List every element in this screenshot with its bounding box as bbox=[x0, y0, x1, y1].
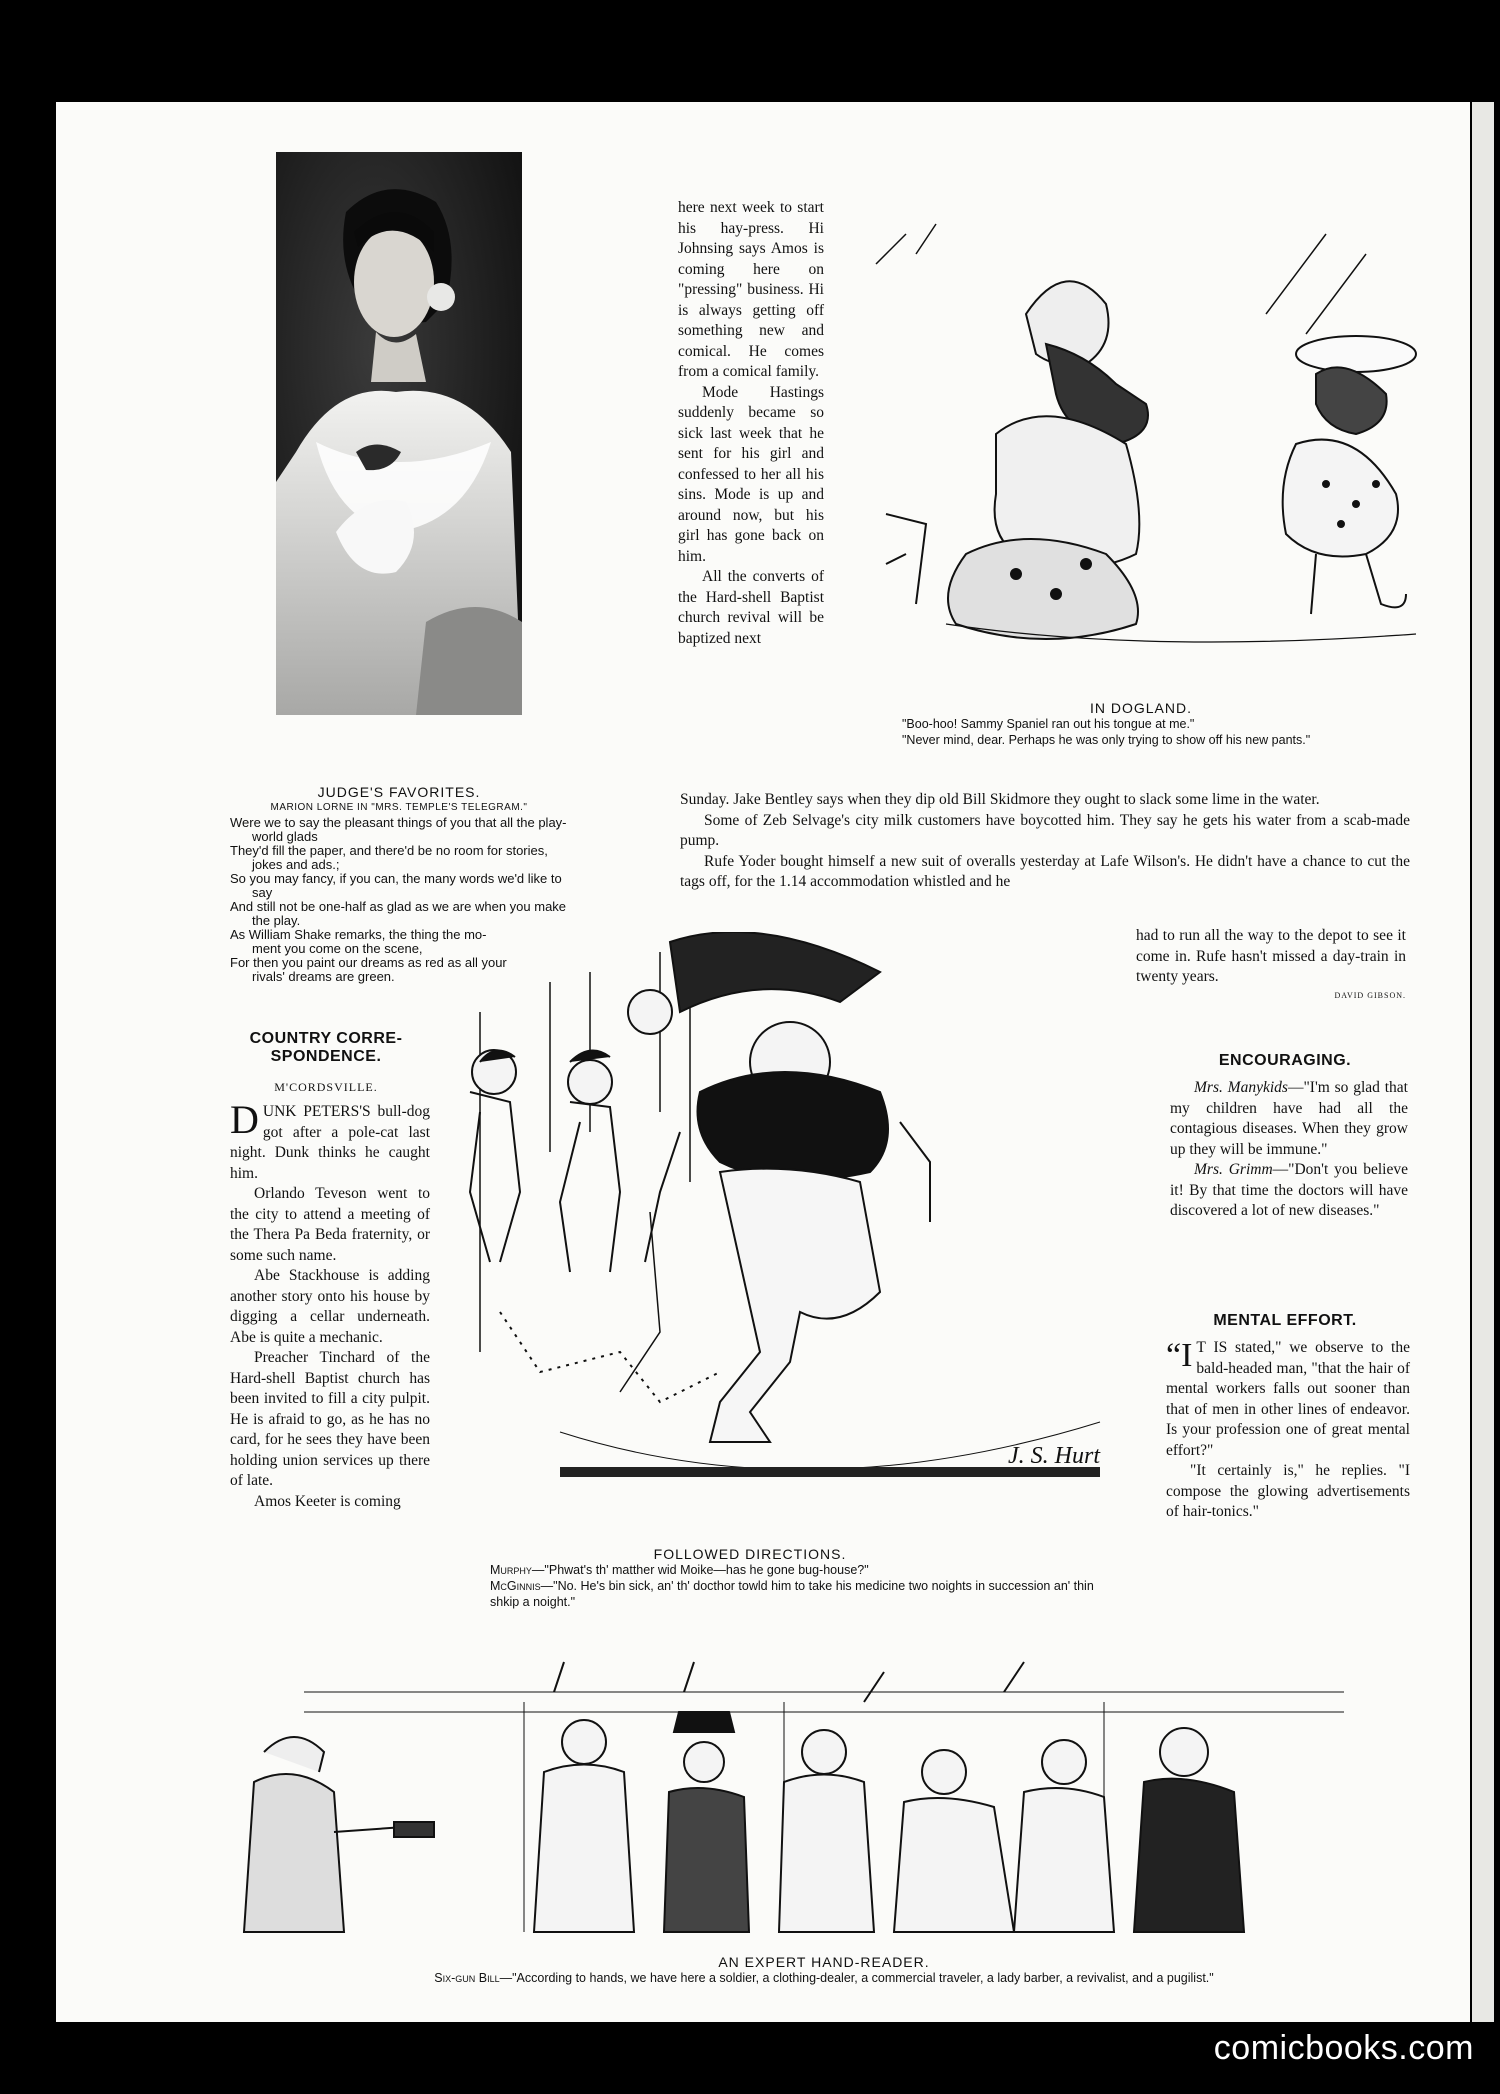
poem-line: world glads bbox=[252, 829, 318, 844]
murphy-line: "Phwat's th' matther wid Moike—has he gone bug-house?" bbox=[544, 1563, 869, 1577]
dogland-caption bbox=[882, 716, 1442, 748]
wide-para: Sunday. Jake Bentley says when they dip old Bill Skidmore they ought to slack some lime in the water. bbox=[680, 791, 1320, 808]
poem-line: For then you paint our dreams as red as all your bbox=[230, 955, 507, 970]
author: DAVID GIBSON. bbox=[1334, 990, 1406, 1000]
magazine-page bbox=[56, 102, 1470, 2022]
mental-heading: MENTAL EFFORT. bbox=[1213, 1312, 1357, 1329]
country-column-2 bbox=[678, 198, 824, 649]
poem-line: And still not be one-half as glad as we are when you make bbox=[230, 899, 567, 914]
hand-reader-caption: Six-gun Bill—"According to hands, we have here a soldier, a clothing-dealer, a commercial traveler, a lady barber, a revivalist, and a pugilist." bbox=[434, 1971, 1214, 1985]
country-para: Abe Stackhouse is adding another story onto his house by digging a cellar underneath. Abe is quite a mechanic. bbox=[230, 1267, 430, 1346]
country-col2-para: All the converts of the Hard-shell Baptist church revival will be baptized next bbox=[678, 568, 824, 647]
hand-reader-title: AN EXPERT HAND-READER. bbox=[718, 1954, 930, 1970]
artist-signature: J. S. Hurt bbox=[1008, 1443, 1100, 1469]
poem-line: As William Shake remarks, the thing the mo- bbox=[230, 927, 487, 942]
encouraging-text: Mrs. Manykids—"I'm so glad that my children have had all the contagious diseases. When they grow up they will be immune." Mrs. Grimm—"Don't you believe it! By that time the doctors will have discovered a lot of new diseases." bbox=[1170, 1079, 1408, 1219]
encouraging-heading: ENCOURAGING. bbox=[1218, 1052, 1352, 1069]
speaker-mrs-grimm: Mrs. Grimm bbox=[1194, 1161, 1273, 1178]
poem-line: ment you come on the scene, bbox=[252, 941, 423, 956]
followed-caption bbox=[470, 1562, 1110, 1610]
speaker-six-gun-bill: Six-gun Bill bbox=[434, 1971, 500, 1985]
country-col2-para: Mode Hastings suddenly became so sick last week that he sent for his girl and confessed to her all his sins. Mode is up and around now, but his girl has gone back on him. bbox=[678, 383, 824, 565]
photo-title: JUDGE'S FAVORITES. bbox=[317, 784, 481, 800]
mcginnis-line: "No. He's bin sick, an' th' docthor towld him to take his medicine two noights in succession an' thin shkip a noight." bbox=[490, 1579, 1094, 1609]
wide-para: Rufe Yoder bought himself a new suit of overalls yesterday at Lafe Wilson's. He didn't have a chance to cut the tags off, for the 1.14 accommodation whistled and he bbox=[680, 852, 1410, 890]
country-lead: UNK PETERS'S bull-dog got after a pole-cat last night. Dunk thinks he caught him. bbox=[230, 1103, 430, 1182]
country-heading-line2: SPONDENCE. bbox=[270, 1048, 382, 1065]
mental-drop-cap: “I bbox=[1166, 1337, 1193, 1374]
adjacent-page-edge bbox=[1472, 102, 1494, 2022]
country-heading bbox=[226, 1030, 426, 1066]
followed-title: FOLLOWED DIRECTIONS. bbox=[653, 1546, 847, 1562]
poem-line: Were we to say the pleasant things of you that all the play- bbox=[230, 815, 567, 830]
dogland-illustration bbox=[846, 194, 1436, 694]
poem-line: the play. bbox=[252, 913, 301, 928]
speaker-murphy: Murphy bbox=[490, 1563, 532, 1577]
poem-line: jokes and ads.; bbox=[252, 857, 340, 872]
hand-reader-illustration bbox=[224, 1632, 1424, 1942]
watermark: comicbooks.com bbox=[1213, 2029, 1474, 2067]
dogland-line-2: "Never mind, dear. Perhaps he was only trying to show off his new pants." bbox=[902, 733, 1311, 747]
photo-subtitle: MARION LORNE IN "MRS. TEMPLE'S TELEGRAM." bbox=[270, 802, 528, 813]
drop-cap: D bbox=[230, 1097, 259, 1142]
speaker-mcginnis: McGinnis bbox=[490, 1579, 541, 1593]
country-heading-line1: COUNTRY CORRE- bbox=[249, 1030, 403, 1047]
followed-line-2: McGinnis—"No. He's bin sick, an' th' docthor towld him to take his medicine two noights in succession an' thin shkip a noight." bbox=[490, 1579, 1094, 1609]
dateline: M'CORDSVILLE. bbox=[274, 1080, 378, 1094]
speaker-mrs-manykids: Mrs. Manykids bbox=[1194, 1079, 1288, 1096]
country-end: had to run all the way to the depot to see it come in. Rufe hasn't missed a day-train in twenty years. bbox=[1136, 927, 1406, 985]
country-wide-text bbox=[680, 790, 1410, 893]
dogland-line-1: "Boo-hoo! Sammy Spaniel ran out his tongue at me." bbox=[902, 717, 1195, 731]
followed-directions-illustration bbox=[460, 932, 1140, 1532]
poem-line: So you may fancy, if you can, the many words we'd like to bbox=[230, 871, 562, 886]
poem-line: say bbox=[252, 885, 273, 900]
mental-text bbox=[1166, 1338, 1410, 1523]
followed-line-1: Murphy—"Phwat's th' matther wid Moike—has he gone bug-house?" bbox=[490, 1563, 869, 1577]
encouraging-line-2: "Don't you believe it! By that time the doctors will have discovered a lot of new diseases." bbox=[1170, 1161, 1408, 1219]
country-para: Preacher Tinchard of the Hard-shell Baptist church has been invited to fill a city pulpit. He is afraid to go, as he has no card, for he sees they have been holding union services up there of late. bbox=[230, 1349, 430, 1489]
hand-reader-line: "According to hands, we have here a soldier, a clothing-dealer, a commercial traveler, a lady barber, a revivalist, and a pugilist." bbox=[512, 1971, 1214, 1985]
poem-line: They'd fill the paper, and there'd be no room for stories, bbox=[230, 843, 548, 858]
encouraging-line-1: "I'm so glad that my children have had all the contagious diseases. When they grow up they will be immune." bbox=[1170, 1079, 1408, 1158]
poem-line: rivals' dreams are green. bbox=[252, 969, 395, 984]
country-end-text bbox=[1136, 926, 1406, 1000]
portrait-photo bbox=[276, 152, 522, 715]
dogland-title: IN DOGLAND. bbox=[1089, 700, 1192, 716]
country-column-1 bbox=[230, 1097, 430, 1512]
country-col2-para: here next week to start his hay-press. Hi Johnsing says Amos is coming here on "pressing" business. Hi is always getting off something new and comical. He comes from a comical family. bbox=[678, 199, 824, 380]
wide-para: Some of Zeb Selvage's city milk customers have boycotted him. They say he gets his water from a scab-made pump. bbox=[680, 811, 1410, 849]
country-para: Orlando Teveson went to the city to attend a meeting of the Thera Pa Beda fraternity, or some such name. bbox=[230, 1185, 430, 1264]
mental-lead: T IS stated," we observe to the bald-headed man, "that the hair of mental workers falls out sooner than that of men in other lines of endeavor. Is your profession one of great mental effort?" bbox=[1166, 1339, 1410, 1459]
mental-reply: "It certainly is," he replies. "I compose the glowing advertisements of hair-tonics." bbox=[1166, 1462, 1410, 1520]
country-para: Amos Keeter is coming bbox=[254, 1492, 401, 1510]
